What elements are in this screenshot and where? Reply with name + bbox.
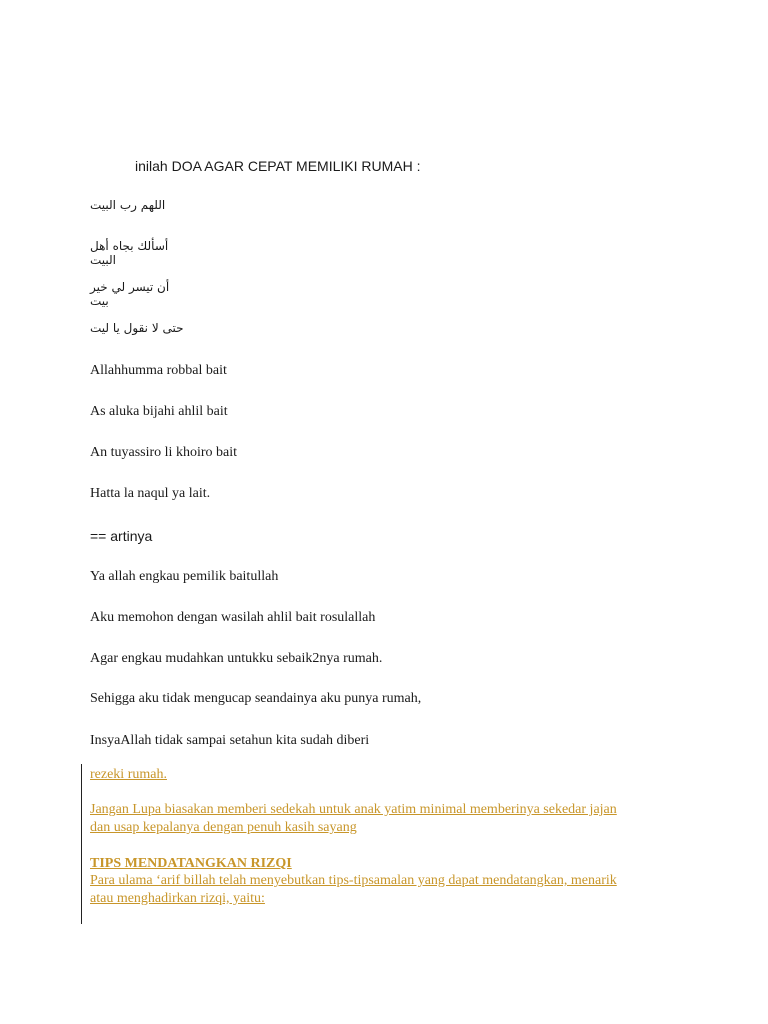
arabic-text: أسألك بجاه أهل البيت bbox=[90, 239, 169, 267]
meaning-line-5: InsyaAllah tidak sampai setahun kita sudah diberi bbox=[90, 733, 370, 748]
meaning-line-4: Sehigga aku tidak mengucap seandainya aku punya rumah, bbox=[90, 691, 422, 706]
latin-line-3: An tuyassiro li khoiro bait bbox=[90, 445, 237, 460]
arabic-text: أن تيسر لي خير بيت bbox=[90, 280, 170, 308]
arabic-line-2 bbox=[90, 239, 190, 267]
tracked-paragraph-ulama bbox=[90, 872, 690, 908]
tracked-text: atau menghadirkan rizqi, yaitu: bbox=[90, 891, 265, 906]
tracked-text: rezeki rumah. bbox=[90, 767, 167, 782]
meaning-line-2: Aku memohon dengan wasilah ahlil bait rosulallah bbox=[90, 610, 376, 625]
tracked-text: Jangan Lupa biasakan memberi sedekah untuk anak yatim minimal memberinya sekedar jajan bbox=[90, 802, 617, 817]
arabic-line-3 bbox=[90, 280, 190, 308]
tracked-text: dan usap kepalanya dengan penuh kasih sayang bbox=[90, 820, 357, 835]
tracked-line-rezeki bbox=[90, 765, 690, 784]
latin-line-4: Hatta la naqul ya lait. bbox=[90, 486, 211, 501]
tracked-heading bbox=[90, 854, 690, 873]
arabic-line-4 bbox=[90, 321, 190, 335]
tracked-paragraph-sedekah bbox=[90, 801, 690, 837]
latin-line-2: As aluka bijahi ahlil bait bbox=[90, 404, 228, 419]
arabic-line-1 bbox=[90, 198, 190, 212]
latin-line-1: Allahhumma robbal bait bbox=[90, 363, 227, 378]
meaning-line-3: Agar engkau mudahkan untukku sebaik2nya rumah. bbox=[90, 651, 383, 666]
arabic-text: اللهم رب البيت bbox=[90, 198, 166, 212]
meaning-line-1: Ya allah engkau pemilik baitullah bbox=[90, 569, 279, 584]
tips-heading: TIPS MENDATANGKAN RIZQI bbox=[90, 856, 292, 871]
tracked-change-bar bbox=[81, 764, 82, 924]
tracked-text: Para ulama ‘arif billah telah menyebutkan tips-tipsamalan yang dapat mendatangkan, menarik bbox=[90, 873, 617, 888]
separator-line: == artinya bbox=[90, 528, 153, 544]
arabic-text: حتى لا نقول يا ليت bbox=[90, 321, 184, 335]
doa-title: inilah DOA AGAR CEPAT MEMILIKI RUMAH : bbox=[135, 158, 421, 174]
